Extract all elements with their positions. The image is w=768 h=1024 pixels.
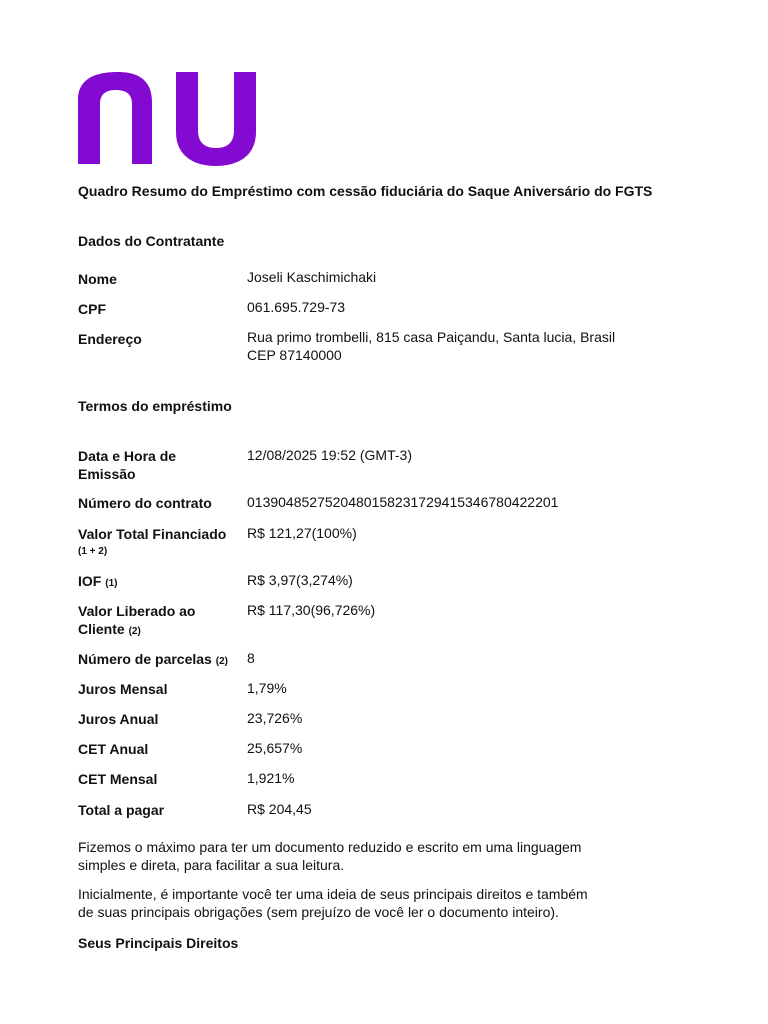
label-juros-mensal: Juros Mensal bbox=[78, 681, 168, 697]
label-data-emissao bbox=[78, 447, 246, 483]
value-valor-liberado: R$ 117,30(96,726%) bbox=[247, 602, 376, 618]
label-valor-total-financiado bbox=[78, 525, 246, 561]
label-vlc-line-1: Valor Liberado ao bbox=[78, 603, 196, 619]
endereco-line-2: CEP 87140000 bbox=[247, 347, 342, 363]
value-iof: R$ 3,97(3,274%) bbox=[247, 572, 353, 588]
label-valor-liberado bbox=[78, 602, 246, 641]
value-total-pagar: R$ 204,45 bbox=[247, 801, 312, 817]
label-numero-parcelas bbox=[78, 650, 250, 671]
section-heading-direitos: Seus Principais Direitos bbox=[78, 935, 239, 951]
value-data-emissao: 12/08/2025 19:52 (GMT-3) bbox=[247, 447, 412, 463]
label-total-pagar: Total a pagar bbox=[78, 802, 165, 818]
value-endereco bbox=[247, 328, 697, 364]
label-cet-mensal: CET Mensal bbox=[78, 771, 158, 787]
label-endereco: Endereço bbox=[78, 331, 142, 347]
label-vtf-text: Valor Total Financiado bbox=[78, 526, 227, 542]
paragraph-2-line-2: de suas principais obrigações (sem prejuízo de você ler o documento inteiro). bbox=[78, 904, 559, 920]
paragraph-intro bbox=[78, 838, 688, 874]
value-juros-mensal: 1,79% bbox=[247, 680, 287, 696]
label-cet-anual: CET Anual bbox=[78, 741, 149, 757]
paragraph-2-line-1: Inicialmente, é importante você ter uma ideia de seus principais direitos e também bbox=[78, 886, 588, 902]
paragraph-intro-line-2: simples e direta, para facilitar a sua leitura. bbox=[78, 857, 345, 873]
label-juros-anual: Juros Anual bbox=[78, 711, 159, 727]
label-parcelas-note: (2) bbox=[215, 656, 228, 667]
value-valor-total-financiado: R$ 121,27(100%) bbox=[247, 525, 357, 541]
value-numero-parcelas: 8 bbox=[247, 650, 255, 666]
value-cet-mensal: 1,921% bbox=[247, 770, 295, 786]
section-heading-termos: Termos do empréstimo bbox=[78, 398, 232, 414]
label-iof-text: IOF bbox=[78, 573, 102, 589]
label-data-line-1: Data e Hora de bbox=[78, 448, 177, 464]
label-nome: Nome bbox=[78, 271, 117, 287]
logo-letter-n bbox=[78, 72, 152, 164]
value-juros-anual: 23,726% bbox=[247, 710, 303, 726]
label-iof-note: (1) bbox=[105, 578, 118, 589]
nu-logo-icon bbox=[78, 72, 256, 166]
section-heading-contratante: Dados do Contratante bbox=[78, 233, 225, 249]
label-vlc-note: (2) bbox=[128, 626, 141, 637]
label-cpf: CPF bbox=[78, 301, 106, 317]
logo-letter-u bbox=[176, 72, 256, 166]
value-numero-contrato: 0139048527520480158231729415346780422201 bbox=[247, 494, 559, 510]
endereco-line-1: Rua primo trombelli, 815 casa Paiçandu, Santa lucia, Brasil bbox=[247, 329, 616, 345]
label-vtf-note: (1 + 2) bbox=[78, 546, 108, 557]
value-nome: Joseli Kaschimichaki bbox=[247, 269, 377, 285]
paragraph-direitos-obrigacoes bbox=[78, 885, 688, 921]
value-cet-anual: 25,657% bbox=[247, 740, 303, 756]
value-cpf: 061.695.729-73 bbox=[247, 299, 346, 315]
label-vlc-line-2: Cliente bbox=[78, 621, 125, 637]
document-title: Quadro Resumo do Empréstimo com cessão fiduciária do Saque Aniversário do FGTS bbox=[78, 183, 653, 199]
paragraph-intro-line-1: Fizemos o máximo para ter um documento reduzido e escrito em uma linguagem bbox=[78, 839, 582, 855]
label-numero-contrato: Número do contrato bbox=[78, 495, 212, 511]
label-data-line-2: Emissão bbox=[78, 466, 136, 482]
label-parcelas-text: Número de parcelas bbox=[78, 651, 212, 667]
label-iof bbox=[78, 572, 246, 593]
